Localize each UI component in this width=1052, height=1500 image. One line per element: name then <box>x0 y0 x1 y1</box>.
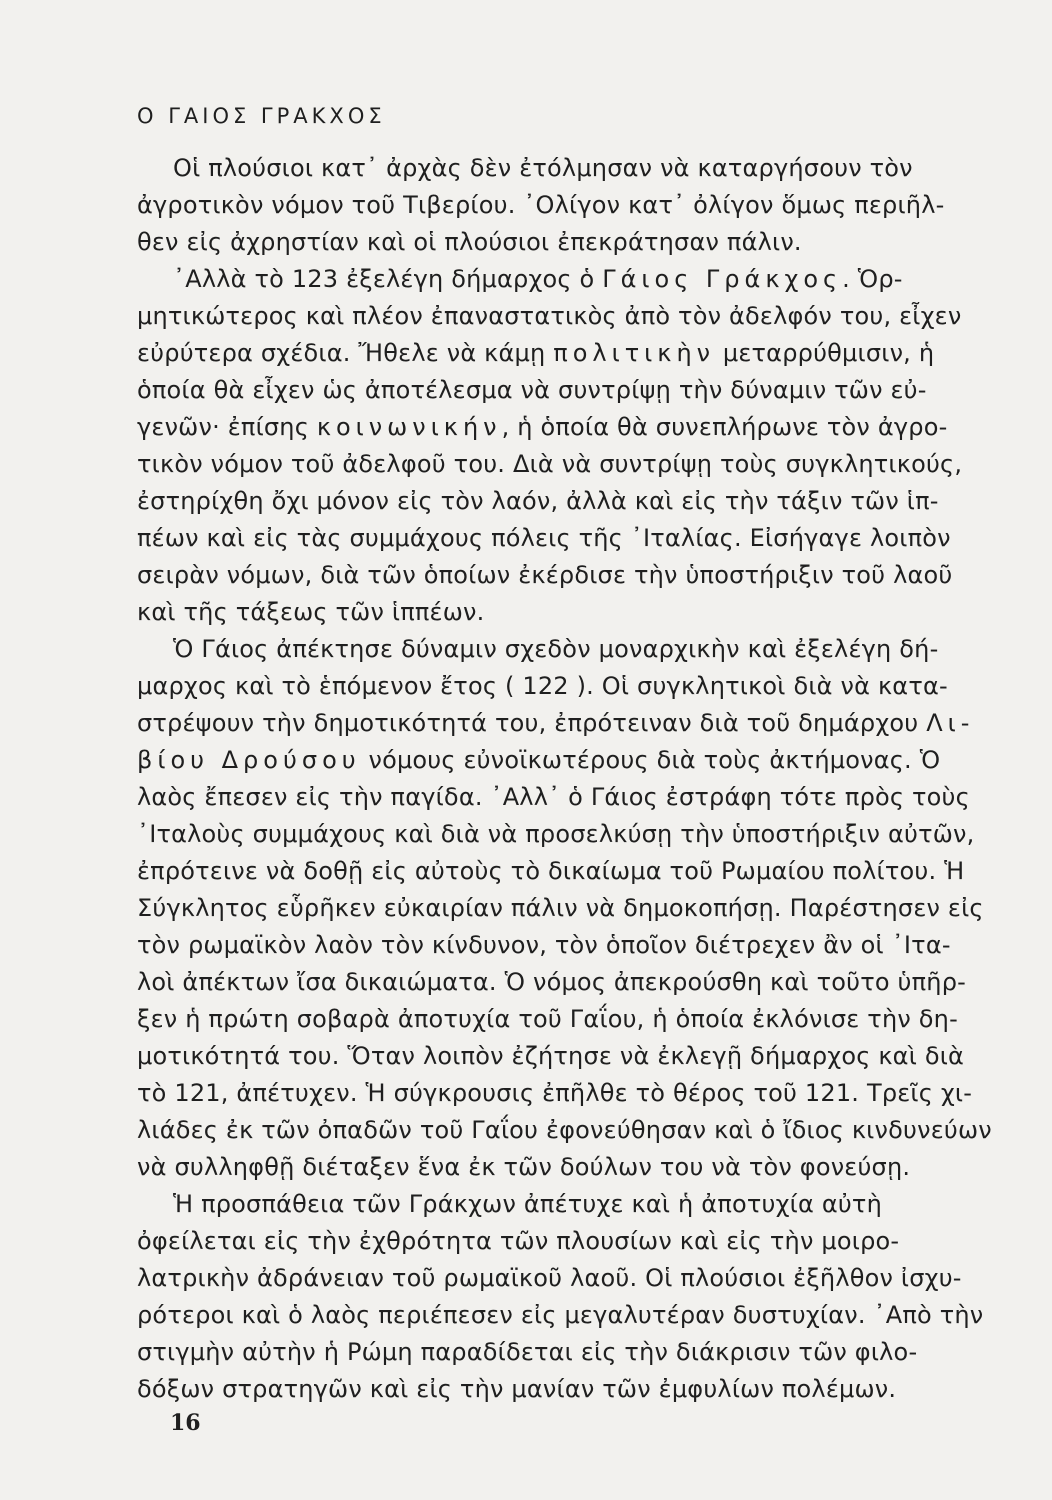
line-text: νόμους εὐνοϊκωτέρους διὰ τοὺς ἀκτήμονας. Ὁ <box>360 746 941 774</box>
spaced-emphasis: πολιτικὴν <box>553 339 716 367</box>
text-line <box>137 150 1017 187</box>
text-line <box>137 261 1017 298</box>
text-line <box>137 668 1017 705</box>
line-text: ὁποία θὰ εἶχεν ὡς ἀποτέλεσμα νὰ συντρίψῃ τὴν δύναμιν τῶν εὐ- <box>137 376 927 404</box>
text-line <box>137 1112 1017 1149</box>
line-text: . Ὁρ- <box>842 265 903 293</box>
text-line <box>137 1371 1017 1408</box>
line-text: στρέψουν τὴν δημοτικότητά του, ἐπρότειναν διὰ τοῦ δημάρχου <box>137 709 927 737</box>
text-line <box>137 631 1017 668</box>
line-text: Οἱ πλούσιοι κατ᾽ ἀρχὰς δὲν ἐτόλμησαν νὰ καταργήσουν τὸν <box>173 154 913 182</box>
line-text: σειρὰν νόμων, διὰ τῶν ὁποίων ἐκέρδισε τὴν ὑποστήριξιν τοῦ λαοῦ <box>137 561 953 589</box>
line-text: λιάδες ἐκ τῶν ὀπαδῶν τοῦ Γαΐου ἐφονεύθησαν καὶ ὁ ἴδιος κινδυνεύων <box>137 1116 992 1144</box>
line-text: μητικώτερος καὶ πλέον ἐπαναστατικὸς ἀπὸ τὸν ἀδελφόν του, εἶχεν <box>137 302 962 330</box>
text-line <box>137 520 1017 557</box>
line-text: γενῶν· ἐπίσης <box>137 413 317 441</box>
line-text: μοτικότητά του. Ὅταν λοιπὸν ἐζήτησε νὰ ἐκλεγῇ δήμαρχος καὶ διὰ <box>137 1042 965 1070</box>
text-line <box>137 964 1017 1001</box>
line-text: Ὁ Γάιος ἀπέκτησε δύναμιν σχεδὸν μοναρχικὴν καὶ ἐξελέγη δή- <box>173 635 939 663</box>
text-line <box>137 890 1017 927</box>
line-text: μαρχος καὶ τὸ ἑπόμενον ἔτος ( 122 ). Οἱ συγκλητικοὶ διὰ νὰ κατα- <box>137 672 948 700</box>
line-text: λαὸς ἔπεσεν εἰς τὴν παγίδα. ᾽Αλλ᾽ ὁ Γάιος ἐστράφη τότε πρὸς τοὺς <box>137 783 970 811</box>
text-line <box>137 224 1017 261</box>
line-text: ἀγροτικὸν νόμον τοῦ Τιβερίου. ᾽Ολίγον κατ᾽ ὀλίγον ὅμως περιῆλ- <box>137 191 945 219</box>
text-line <box>137 1186 1017 1223</box>
spaced-emphasis: βίου Δρούσου <box>137 746 361 774</box>
line-text: ἐπρότεινε νὰ δοθῇ εἰς αὐτοὺς τὸ δικαίωμα τοῦ Ρωμαίου πολίτου. Ἡ <box>137 857 965 885</box>
line-text: στιγμὴν αὐτὴν ἡ Ρώμη παραδίδεται εἰς τὴν διάκρισιν τῶν φιλο- <box>137 1338 918 1366</box>
line-text: μεταρρύθμισιν, ἡ <box>715 339 935 367</box>
line-text: ἐστηρίχθη ὄχι μόνον εἰς τὸν λαόν, ἀλλὰ καὶ εἰς τὴν τάξιν τῶν ἱπ- <box>137 487 939 515</box>
line-text: τὸν ρωμαϊκὸν λαὸν τὸν κίνδυνον, τὸν ὁποῖον διέτρεχεν ἂν οἱ ᾽Ιτα- <box>137 931 951 959</box>
line-text: λατρικὴν ἀδράνειαν τοῦ ρωμαϊκοῦ λαοῦ. Οἱ πλούσιοι ἐξῆλθον ἰσχυ- <box>137 1264 962 1292</box>
page-number: 16 <box>170 1410 201 1436</box>
line-text: ρότεροι καὶ ὁ λαὸς περιέπεσεν εἰς μεγαλυτέραν δυστυχίαν. ᾽Απὸ τὴν <box>137 1301 984 1329</box>
line-text: , ἡ ὁποία θὰ συνεπλήρωνε τὸν ἀγρο- <box>501 413 948 441</box>
text-line <box>137 742 1017 779</box>
line-text: Σύγκλητος εὗρῆκεν εὐκαιρίαν πάλιν νὰ δημοκοπήσῃ. Παρέστησεν εἰς <box>137 894 984 922</box>
line-text: πέων καὶ εἰς τὰς συμμάχους πόλεις τῆς ᾽Ιταλίας. Εἰσήγαγε λοιπὸν <box>137 524 951 552</box>
text-line <box>137 446 1017 483</box>
text-line <box>137 372 1017 409</box>
text-line <box>137 816 1017 853</box>
text-line <box>137 705 1017 742</box>
spaced-emphasis: Γάιος Γράκχος <box>602 265 843 293</box>
text-line <box>137 1223 1017 1260</box>
body-text <box>137 150 1017 1408</box>
text-line <box>137 298 1017 335</box>
line-text: ᾽Αλλὰ τὸ 123 ἐξελέγη δήμαρχος ὁ <box>173 265 603 293</box>
line-text: νὰ συλληφθῇ διέταξεν ἕνα ἐκ τῶν δούλων του νὰ τὸν φονεύσῃ. <box>137 1153 911 1181</box>
text-line <box>137 853 1017 890</box>
text-line <box>137 594 1017 631</box>
text-line <box>137 779 1017 816</box>
line-text: θεν εἰς ἀχρηστίαν καὶ οἱ πλούσιοι ἐπεκράτησαν πάλιν. <box>137 228 802 256</box>
line-text: τὸ 121, ἀπέτυχεν. Ἡ σύγκρουσις ἐπῆλθε τὸ θέρος τοῦ 121. Τρεῖς χι- <box>137 1079 973 1107</box>
text-line <box>137 1260 1017 1297</box>
line-text: ᾽Ιταλοὺς συμμάχους καὶ διὰ νὰ προσελκύσῃ τὴν ὑποστήριξιν αὐτῶν, <box>137 820 975 848</box>
line-text: Ἡ προσπάθεια τῶν Γράκχων ἀπέτυχε καὶ ἡ ἀποτυχία αὐτὴ <box>173 1190 882 1218</box>
text-line <box>137 557 1017 594</box>
text-line <box>137 187 1017 224</box>
text-line <box>137 483 1017 520</box>
text-line <box>137 1334 1017 1371</box>
text-line <box>137 1075 1017 1112</box>
spaced-emphasis: Λι- <box>926 709 975 737</box>
text-line <box>137 1297 1017 1334</box>
text-line <box>137 335 1017 372</box>
text-line <box>137 927 1017 964</box>
spaced-emphasis: κοινωνικήν <box>316 413 502 441</box>
line-text: εὐρύτερα σχέδια. Ἤθελε νὰ κάμῃ <box>137 339 554 367</box>
line-text: τικὸν νόμον τοῦ ἀδελφοῦ του. Διὰ νὰ συντρίψῃ τοὺς συγκλητικούς, <box>137 450 963 478</box>
running-header: Ο ΓΑΙΟΣ ΓΡΑΚΧΟΣ <box>137 104 386 128</box>
line-text: λοὶ ἀπέκτων ἴσα δικαιώματα. Ὁ νόμος ἀπεκρούσθη καὶ τοῦτο ὑπῆρ- <box>137 968 966 996</box>
text-line <box>137 409 1017 446</box>
line-text: ὀφείλεται εἰς τὴν ἐχθρότητα τῶν πλουσίων καὶ εἰς τὴν μοιρο- <box>137 1227 900 1255</box>
text-line <box>137 1149 1017 1186</box>
line-text: ξεν ἡ πρώτη σοβαρὰ ἀποτυχία τοῦ Γαΐου, ἡ ὁποία ἐκλόνισε τὴν δη- <box>137 1005 958 1033</box>
text-line <box>137 1001 1017 1038</box>
line-text: δόξων στρατηγῶν καὶ εἰς τὴν μανίαν τῶν ἐμφυλίων πολέμων. <box>137 1375 897 1403</box>
line-text: καὶ τῆς τάξεως τῶν ἱππέων. <box>137 598 485 626</box>
text-line <box>137 1038 1017 1075</box>
